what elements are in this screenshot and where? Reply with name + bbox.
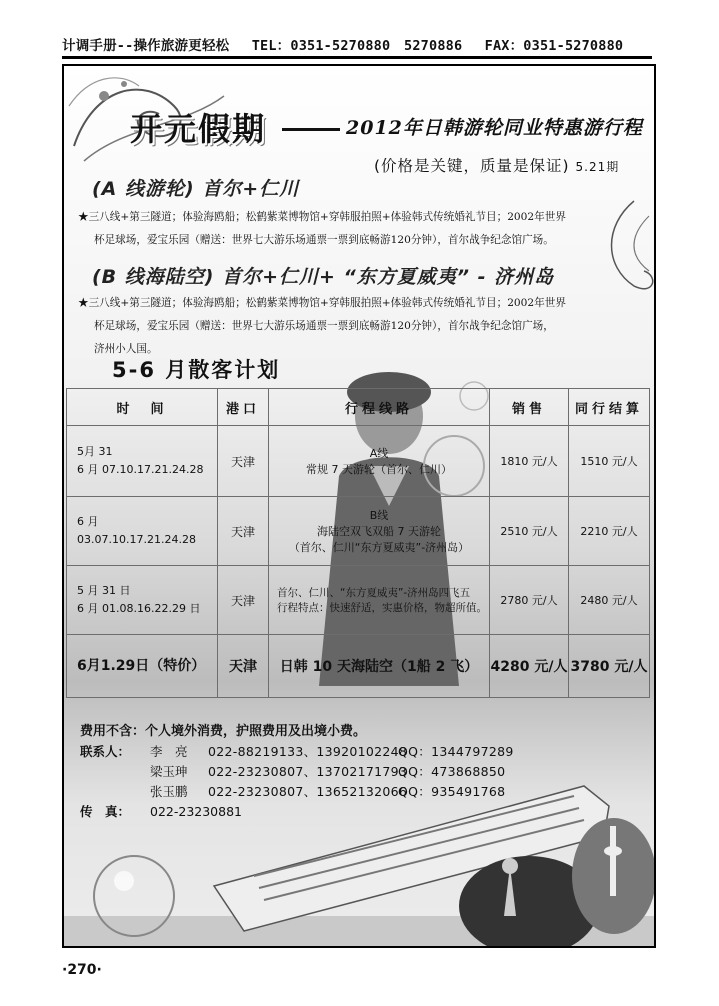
port-cell: 天津 bbox=[218, 635, 269, 698]
port-cell: 天津 bbox=[218, 566, 269, 635]
route-b-desc-line: 济州小人国。 bbox=[94, 343, 158, 355]
date-line: 5月 31 bbox=[77, 445, 113, 458]
sale-price-cell: 2510 元/人 bbox=[490, 497, 569, 566]
route-a-desc-line: 杯足球场，爱宝乐园（赠送：世界七大游乐场通票一票到底畅游120分钟），首尔战争纪念馆广场。 bbox=[94, 234, 554, 246]
date-line: 6 月 01.08.16.22.29 日 bbox=[77, 602, 201, 615]
route-line: 首尔、仁川、“东方夏威夷”-济州岛四飞五 bbox=[277, 587, 471, 599]
sale-price-cell: 2780 元/人 bbox=[490, 566, 569, 635]
route-b-description bbox=[78, 292, 603, 361]
ad-subtitle: 2012年日韩游轮同业特惠游行程 bbox=[346, 117, 643, 139]
col-header: 销售 bbox=[490, 389, 569, 426]
route-b-title: (B 线海陆空) 首尔+仁川+ “东方夏威夷” - 济州岛 bbox=[92, 266, 555, 288]
route-a-title: (A 线游轮) 首尔+仁川 bbox=[92, 178, 300, 200]
date-cell bbox=[67, 426, 218, 497]
route-b-desc-line: 杯足球场，爱宝乐园（赠送：世界七大游乐场通票一票到底畅游120分钟），首尔战争纪念馆广场， bbox=[94, 320, 554, 332]
fee-note: 费用不含：个人境外消费，护照费用及出境小费。 bbox=[80, 724, 367, 739]
contact-qq: QQ：935491768 bbox=[398, 784, 506, 799]
date-cell: 6 月 03.07.10.17.21.24.28 bbox=[67, 497, 218, 566]
route-b-desc-line: ★三八线+第三隧道；体验海鸥船；松鹤紫菜博物馆+穿韩服拍照+体验韩式传统婚礼节目；2002年世界 bbox=[78, 297, 566, 309]
contact-name: 李 亮 bbox=[150, 744, 188, 759]
route-line: 行程特点：快速舒适，实惠价格，物超所值。 bbox=[277, 602, 487, 614]
tagline bbox=[374, 154, 619, 176]
sale-price-cell: 1810 元/人 bbox=[490, 426, 569, 497]
route-line: A线 bbox=[369, 447, 389, 460]
route-a-desc-line: ★三八线+第三隧道；体验海鸥船；松鹤紫菜博物馆+穿韩服拍照+体验韩式传统婚礼节目；2002年世界 bbox=[78, 211, 566, 223]
tower-icon bbox=[610, 826, 616, 896]
contact-phone: 022-88219133、13920102248 bbox=[208, 744, 408, 759]
peer-price-cell: 1510 元/人 bbox=[569, 426, 650, 497]
route-cell: 日韩 10 天海陆空（1船 2 飞） bbox=[269, 635, 490, 698]
route-cell bbox=[269, 566, 490, 635]
route-line: 海陆空双飞双船 7 天游轮 bbox=[317, 525, 441, 538]
route-line: （首尔、仁川“东方夏威夷”-济州岛） bbox=[288, 541, 470, 554]
contact-phone: 022-23230807、13702171793 bbox=[208, 764, 408, 779]
contact-name: 梁玉珅 bbox=[150, 764, 188, 779]
schedule-table bbox=[66, 388, 650, 698]
route-a-description bbox=[78, 206, 603, 252]
port-cell: 天津 bbox=[218, 497, 269, 566]
contact-name: 张玉鹏 bbox=[150, 784, 188, 799]
contact-qq: QQ：473868850 bbox=[398, 764, 506, 779]
col-header: 同行结算 bbox=[569, 389, 650, 426]
col-header: 港口 bbox=[218, 389, 269, 426]
date-line: 5 月 31 日 bbox=[77, 584, 131, 597]
fax-label: 传 真： bbox=[80, 804, 131, 819]
peer-price-cell: 3780 元/人 bbox=[569, 635, 650, 698]
header-fax: FAX：0351-5270880 bbox=[484, 38, 624, 54]
peer-price-cell: 2210 元/人 bbox=[569, 497, 650, 566]
contact-qq: QQ：1344797289 bbox=[398, 744, 514, 759]
issue-number: 5.21期 bbox=[575, 160, 620, 174]
contact-block bbox=[80, 722, 514, 822]
advertisement bbox=[62, 64, 656, 948]
date-cell bbox=[67, 566, 218, 635]
date-line: 6 月 07.10.17.21.24.28 bbox=[77, 463, 204, 476]
peer-price-cell: 2480 元/人 bbox=[569, 566, 650, 635]
contact-row bbox=[80, 782, 514, 802]
table-row bbox=[67, 635, 650, 698]
col-header: 时 间 bbox=[67, 389, 218, 426]
page-number: ·270· bbox=[62, 962, 102, 978]
header-tel: TEL：0351-5270880 5270886 bbox=[251, 38, 463, 54]
brand-logo: 开元假期 bbox=[130, 110, 267, 148]
port-cell: 天津 bbox=[218, 426, 269, 497]
header-slogan: 计调手册--操作旅游更轻松 bbox=[62, 38, 230, 54]
tagline-text: (价格是关键，质量是保证) bbox=[374, 157, 570, 175]
dash-divider bbox=[282, 128, 340, 131]
table-header-row bbox=[67, 389, 650, 426]
contact-row bbox=[80, 742, 514, 762]
table-row bbox=[67, 426, 650, 497]
route-cell bbox=[269, 426, 490, 497]
contact-row bbox=[80, 762, 514, 782]
fax-row bbox=[80, 802, 514, 822]
route-line: 常规 7 天游轮（首尔、仁川） bbox=[306, 463, 452, 476]
sale-price-cell: 4280 元/人 bbox=[490, 635, 569, 698]
table-row bbox=[67, 497, 650, 566]
date-cell: 6月1.29日（特价） bbox=[67, 635, 218, 698]
contact-label: 联系人： bbox=[80, 744, 131, 759]
col-header: 行程线路 bbox=[269, 389, 490, 426]
route-line: B线 bbox=[369, 509, 389, 522]
table-row bbox=[67, 566, 650, 635]
plan-title: 5-6 月散客计划 bbox=[112, 358, 281, 382]
contact-phone: 022-23230807、13652132066 bbox=[208, 784, 408, 799]
fax-value: 022-23230881 bbox=[150, 804, 242, 819]
route-cell bbox=[269, 497, 490, 566]
header-bar bbox=[62, 34, 652, 59]
